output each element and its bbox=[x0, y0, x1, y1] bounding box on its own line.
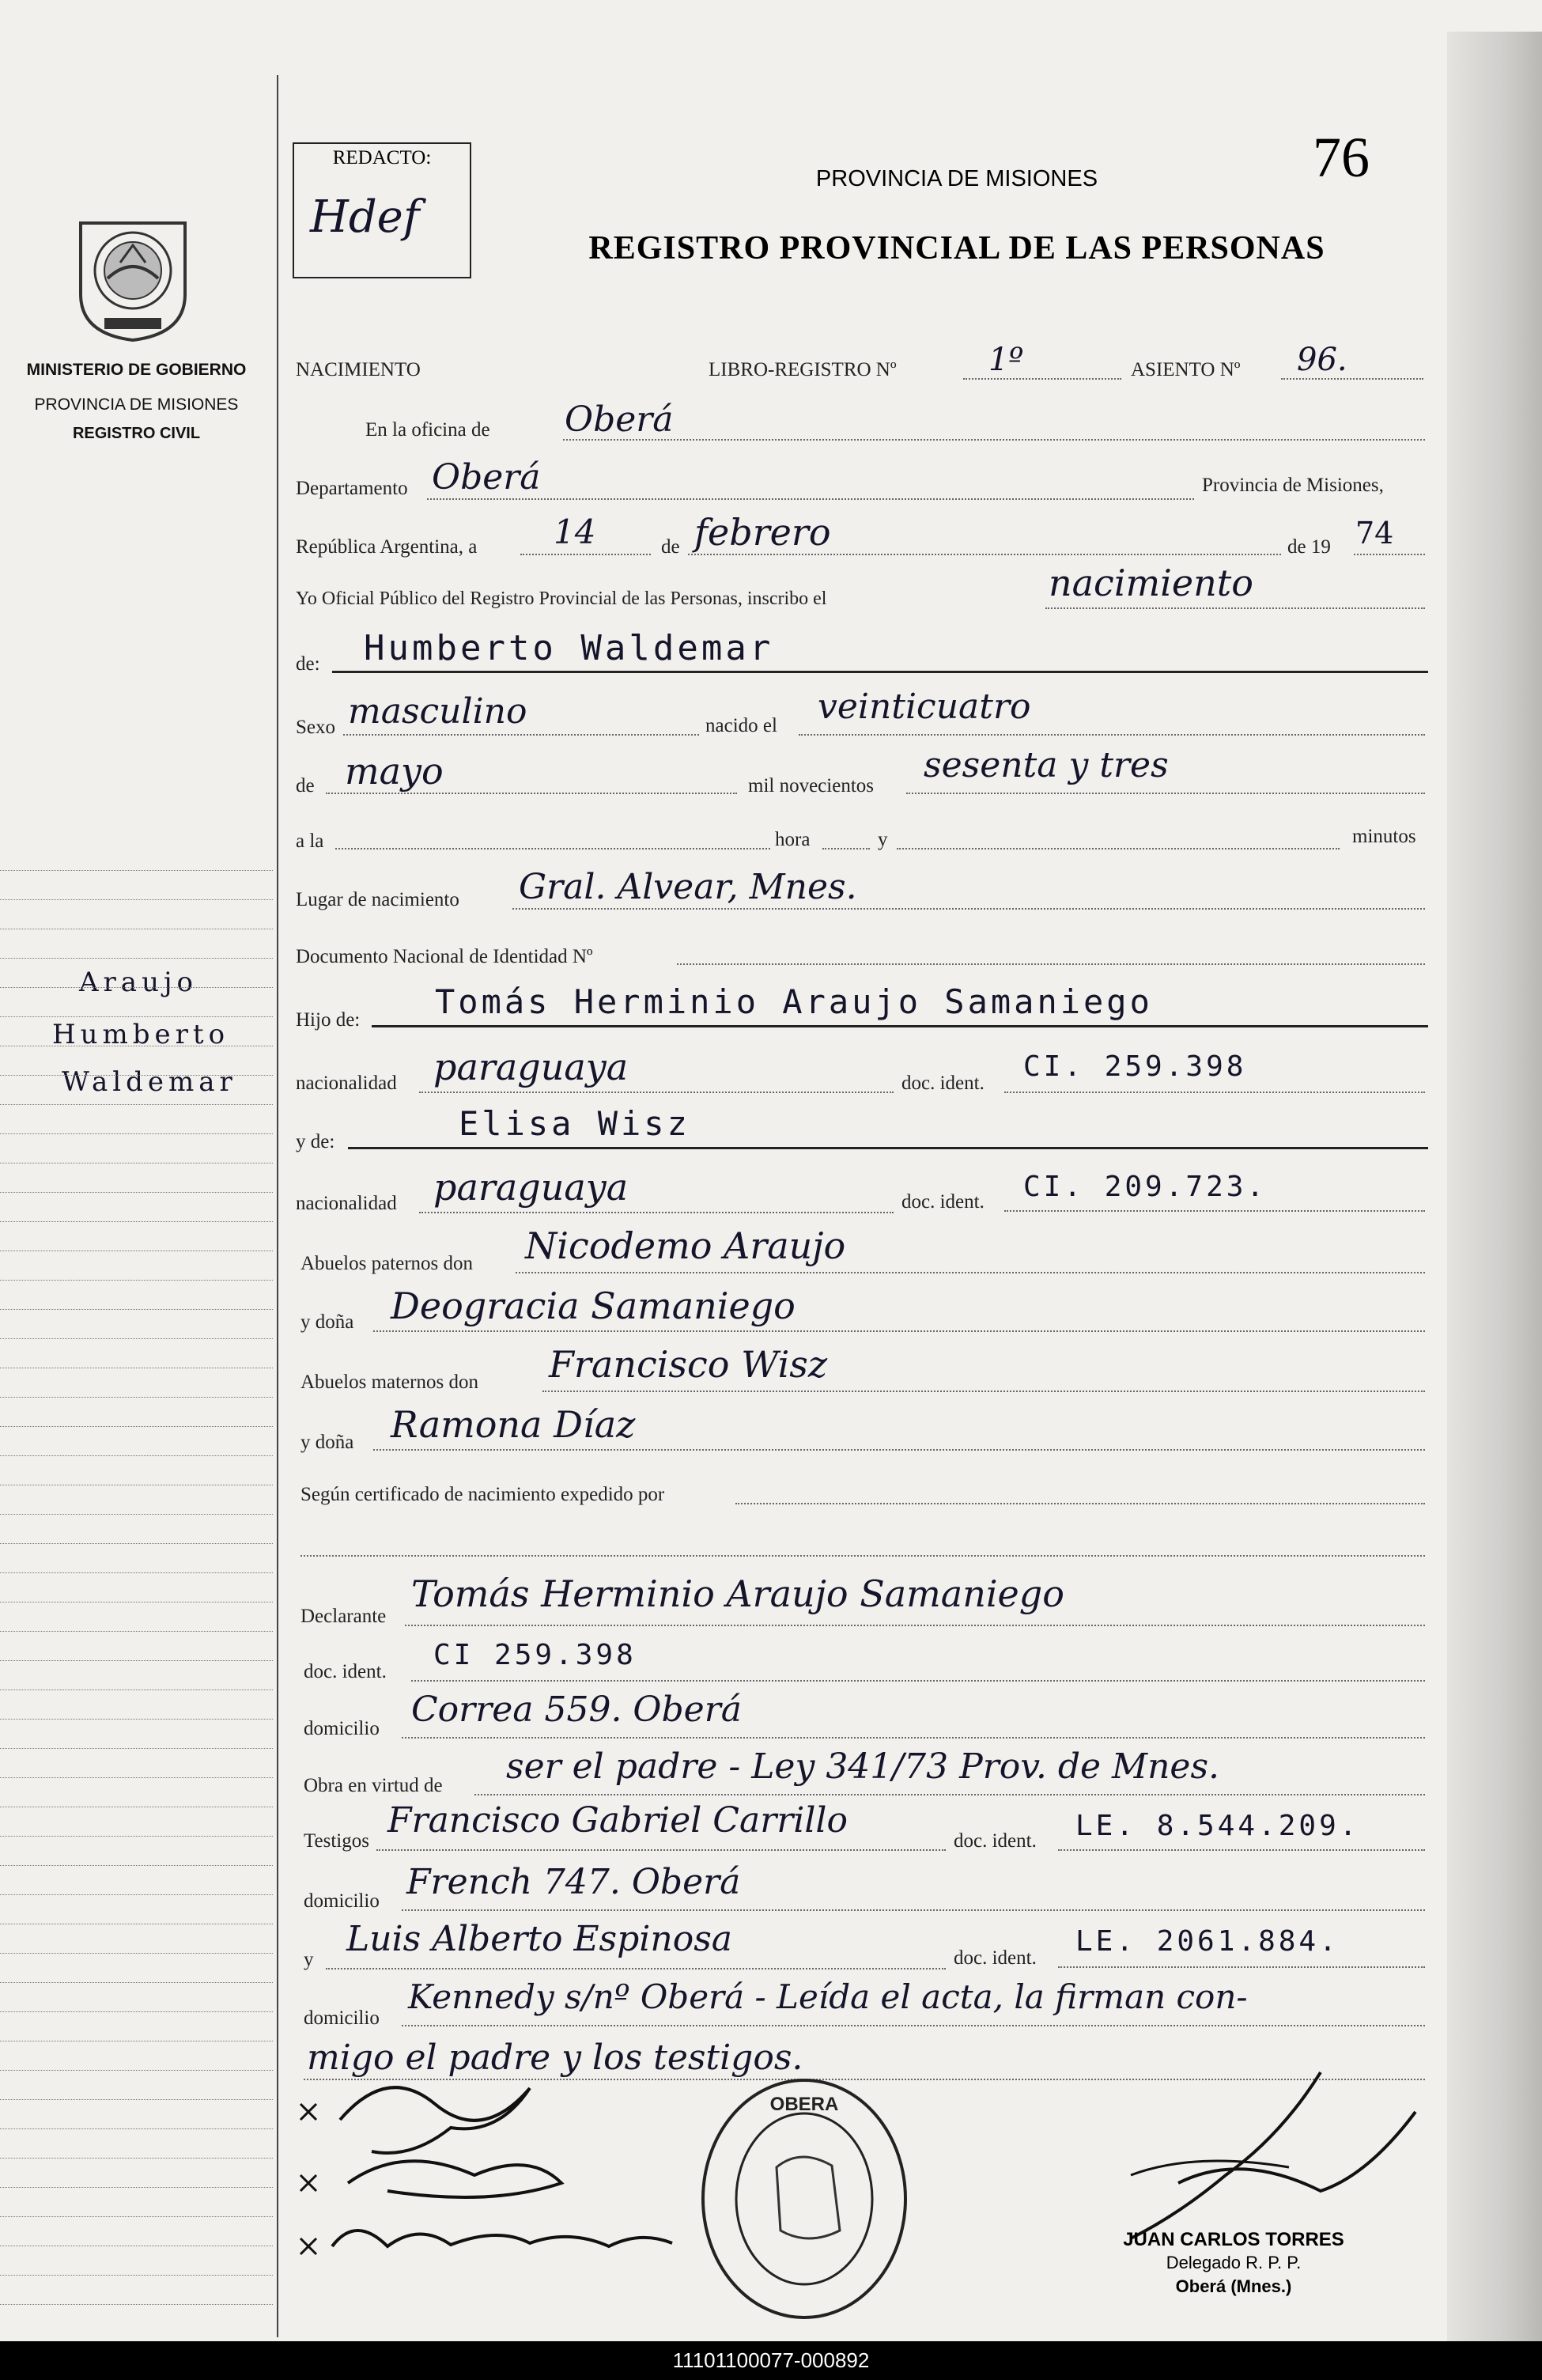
oficina-value: Oberá bbox=[565, 399, 674, 440]
redacto-label: REDACTO: bbox=[332, 147, 432, 168]
nacido-value: veinticuatro bbox=[818, 687, 1031, 727]
father-doc-line bbox=[1004, 1092, 1425, 1093]
margin-rule bbox=[0, 2187, 273, 2188]
asiento-line bbox=[1281, 378, 1423, 380]
mother-nationality-line bbox=[419, 1212, 894, 1213]
margin-rule bbox=[0, 899, 273, 900]
margin-rule bbox=[0, 1455, 273, 1456]
year-value: 74 bbox=[1355, 516, 1394, 551]
margin-rule bbox=[0, 1631, 273, 1632]
abuelos-paternos-label: Abuelos paternos don bbox=[300, 1253, 474, 1274]
abuela-p-line bbox=[373, 1330, 1425, 1332]
father-nationality-value: paraguaya bbox=[433, 1046, 629, 1088]
yde-label: y de: bbox=[296, 1131, 335, 1152]
registered-name: Humberto Waldemar bbox=[364, 628, 774, 668]
abuela-paterna-value: Deogracia Samaniego bbox=[391, 1285, 796, 1327]
sexo-value: masculino bbox=[348, 691, 527, 732]
redacto-initials: Hdef bbox=[310, 191, 420, 243]
testigo2-doc-label: doc. ident. bbox=[954, 1947, 1037, 1969]
record-type-label: NACIMIENTO bbox=[296, 359, 421, 380]
testigo1-line bbox=[376, 1849, 946, 1851]
month-value: febrero bbox=[694, 511, 831, 554]
margin-rule bbox=[0, 958, 273, 959]
libro-value: 1º bbox=[988, 342, 1024, 378]
decl-dom-label: domicilio bbox=[304, 1718, 380, 1739]
redacto-box bbox=[293, 142, 471, 278]
registry-stamp bbox=[697, 2072, 911, 2325]
testigo2-line bbox=[326, 1968, 946, 1969]
segun-label: Según certificado de nacimiento expedido por bbox=[300, 1484, 665, 1505]
margin-rule bbox=[0, 2128, 273, 2129]
mil-label: mil novecientos bbox=[748, 775, 874, 796]
decl-dom-line bbox=[402, 1737, 1425, 1739]
declarante-line bbox=[405, 1625, 1425, 1626]
segun-line-2 bbox=[300, 1555, 1425, 1557]
mother-doc-line bbox=[1004, 1210, 1425, 1212]
abuelo-paterno-value: Nicodemo Araujo bbox=[525, 1224, 846, 1267]
libro-line bbox=[963, 378, 1121, 380]
margin-rule bbox=[0, 1660, 273, 1661]
testigo1-doc-line bbox=[1058, 1849, 1425, 1851]
official-place: Oberá (Mnes.) bbox=[1175, 2276, 1292, 2296]
margin-rule bbox=[0, 1748, 273, 1749]
testigo1-dom-line bbox=[402, 1909, 1425, 1911]
testigo2-value: Luis Alberto Espinosa bbox=[346, 1919, 733, 1959]
y-label: y bbox=[878, 829, 888, 850]
segun-line bbox=[735, 1503, 1425, 1504]
mother-doc-value: CI. 209.723. bbox=[1023, 1171, 1268, 1203]
oficial-value: nacimiento bbox=[1049, 562, 1253, 604]
registro-civil-label: REGISTRO CIVIL bbox=[72, 425, 201, 442]
year-line bbox=[1354, 554, 1425, 555]
witness-signatures bbox=[293, 2056, 735, 2262]
abuelos-maternos-label: Abuelos maternos don bbox=[300, 1372, 478, 1393]
name-line bbox=[332, 671, 1428, 673]
testigo2-doc-value: LE. 2061.884. bbox=[1075, 1925, 1340, 1958]
nacido-label: nacido el bbox=[705, 715, 777, 736]
margin-rule bbox=[0, 1192, 273, 1193]
footer-code: 11101100077-000892 bbox=[0, 2341, 1542, 2380]
margin-rule bbox=[0, 1426, 273, 1427]
nacido-line bbox=[799, 734, 1425, 736]
republica-label: República Argentina, a bbox=[296, 536, 478, 558]
margin-rule bbox=[0, 987, 273, 988]
margin-rule bbox=[0, 1075, 273, 1076]
margin-first-name: Humberto bbox=[52, 1019, 230, 1050]
registry-title: REGISTRO PROVINCIAL DE LAS PERSONAS bbox=[588, 230, 1325, 267]
margin-rule bbox=[0, 1133, 273, 1134]
father-doc-label: doc. ident. bbox=[901, 1073, 985, 1094]
mother-line bbox=[348, 1147, 1428, 1149]
stamp-city-text: OBERA bbox=[769, 2094, 839, 2115]
page-number: 76 bbox=[1313, 126, 1370, 189]
margin-second-name: Waldemar bbox=[62, 1066, 237, 1098]
lugar-line bbox=[512, 908, 1425, 910]
testigo1-doc-value: LE. 8.544.209. bbox=[1075, 1810, 1360, 1842]
margin-rule bbox=[0, 870, 273, 871]
minutos-line bbox=[897, 848, 1340, 849]
margin-rule bbox=[0, 1543, 273, 1544]
mother-nationality-label: nacionalidad bbox=[296, 1193, 397, 1214]
dni-line bbox=[677, 963, 1425, 965]
dni-label: Documento Nacional de Identidad Nº bbox=[296, 946, 593, 967]
y2-label: y bbox=[304, 1949, 314, 1970]
testigo1-dom-value: French 747. Oberá bbox=[406, 1862, 741, 1902]
testigo1-dom-label: domicilio bbox=[304, 1890, 380, 1912]
province-title: PROVINCIA DE MISIONES bbox=[815, 166, 1098, 191]
mil-line bbox=[906, 793, 1425, 794]
father-nationality-line bbox=[419, 1092, 894, 1093]
margin-rule bbox=[0, 1719, 273, 1720]
provincia-label: Provincia de Misiones, bbox=[1202, 475, 1384, 496]
father-name: Tomás Herminio Araujo Samaniego bbox=[435, 982, 1153, 1021]
declarante-value: Tomás Herminio Araujo Samaniego bbox=[411, 1572, 1064, 1615]
year-label: de 19 bbox=[1287, 536, 1331, 558]
ydona-m-label: y doña bbox=[300, 1432, 354, 1453]
margin-rule bbox=[0, 1982, 273, 1983]
margin-rule bbox=[0, 1572, 273, 1573]
de-label: de bbox=[661, 536, 680, 558]
official-name: JUAN CARLOS TORRES bbox=[1123, 2229, 1344, 2250]
testigo1-value: Francisco Gabriel Carrillo bbox=[387, 1800, 848, 1841]
margin-divider bbox=[277, 75, 278, 2337]
abuelo-m-line bbox=[542, 1391, 1425, 1392]
margin-rule bbox=[0, 1894, 273, 1895]
mother-nationality-value: paraguaya bbox=[433, 1166, 629, 1209]
margin-rule bbox=[0, 1338, 273, 1339]
day-value: 14 bbox=[554, 513, 596, 551]
de-person-label: de: bbox=[296, 653, 320, 675]
oficina-line bbox=[563, 439, 1425, 441]
margin-rule bbox=[0, 1865, 273, 1866]
declarante-label: Declarante bbox=[300, 1606, 387, 1627]
father-line bbox=[372, 1025, 1428, 1027]
margin-rule bbox=[0, 1397, 273, 1398]
margin-rule bbox=[0, 1221, 273, 1222]
margin-rule bbox=[0, 2304, 273, 2305]
left-province-label: PROVINCIA DE MISIONES bbox=[34, 395, 239, 414]
margin-rule bbox=[0, 1953, 273, 1954]
sexo-line bbox=[343, 734, 699, 736]
lugar-label: Lugar de nacimiento bbox=[296, 889, 459, 910]
decl-doc-line bbox=[411, 1680, 1425, 1682]
obra-line bbox=[474, 1794, 1425, 1795]
ydona-p-label: y doña bbox=[300, 1311, 354, 1333]
hijo-label: Hijo de: bbox=[296, 1009, 361, 1031]
testigo2-dom-label: domicilio bbox=[304, 2007, 380, 2029]
margin-rule bbox=[0, 2275, 273, 2276]
margin-rule bbox=[0, 2011, 273, 2012]
abuelo-p-line bbox=[516, 1272, 1425, 1273]
decl-doc-label: doc. ident. bbox=[304, 1661, 387, 1682]
departamento-line bbox=[427, 498, 1194, 500]
departamento-label: Departamento bbox=[296, 478, 408, 499]
province-seal-logo bbox=[73, 207, 193, 342]
hora-tail bbox=[822, 848, 870, 849]
margin-rule bbox=[0, 1016, 273, 1017]
day-line bbox=[520, 554, 651, 555]
testigo2-doc-line bbox=[1058, 1966, 1425, 1968]
margin-rule bbox=[0, 1836, 273, 1837]
departamento-value: Oberá bbox=[432, 457, 541, 498]
oficina-label: En la oficina de bbox=[365, 419, 490, 441]
official-signature bbox=[1083, 2056, 1431, 2254]
testigos-label: Testigos bbox=[304, 1830, 369, 1852]
minutos-label: minutos bbox=[1352, 826, 1416, 847]
official-title: Delegado R. P. P. bbox=[1166, 2253, 1302, 2272]
decl-doc-value: CI 259.398 bbox=[433, 1639, 637, 1671]
birth-month-line bbox=[326, 793, 737, 794]
margin-rule bbox=[0, 1777, 273, 1778]
ala-label: a la bbox=[296, 831, 324, 852]
abuela-m-line bbox=[373, 1449, 1425, 1451]
mother-name: Elisa Wisz bbox=[459, 1104, 690, 1143]
obra-value: ser el padre - Ley 341/73 Prov. de Mnes. bbox=[506, 1746, 1220, 1787]
sexo-label: Sexo bbox=[296, 717, 335, 738]
libro-label: LIBRO-REGISTRO Nº bbox=[709, 359, 897, 380]
hora-label: hora bbox=[775, 829, 811, 850]
margin-rule bbox=[0, 1689, 273, 1690]
obra-label: Obra en virtud de bbox=[304, 1775, 443, 1796]
oficial-line bbox=[1045, 607, 1425, 609]
margin-rule bbox=[0, 1309, 273, 1310]
margin-surname: Araujo bbox=[79, 967, 198, 998]
margin-rule bbox=[0, 1280, 273, 1281]
hora-line bbox=[335, 848, 770, 849]
page-binding-shadow bbox=[1447, 32, 1542, 2341]
testigo1-doc-label: doc. ident. bbox=[954, 1830, 1037, 1852]
asiento-label: ASIENTO Nº bbox=[1131, 359, 1241, 380]
decl-dom-value: Correa 559. Oberá bbox=[411, 1689, 742, 1730]
margin-rule bbox=[0, 2099, 273, 2100]
margin-rule bbox=[0, 2158, 273, 2159]
lugar-value: Gral. Alvear, Mnes. bbox=[519, 867, 857, 907]
testigo2-dom-value: Kennedy s/nº Oberá - Leída el acta, la firman con- bbox=[408, 1977, 1248, 2016]
margin-rule bbox=[0, 1104, 273, 1105]
abuelo-materno-value: Francisco Wisz bbox=[549, 1343, 828, 1386]
mil-value: sesenta y tres bbox=[924, 745, 1169, 785]
de2-label: de bbox=[296, 775, 315, 796]
testigo2-dom-line bbox=[402, 2025, 1425, 2026]
mother-doc-label: doc. ident. bbox=[901, 1191, 985, 1213]
margin-rule bbox=[0, 1163, 273, 1164]
ministry-label: MINISTERIO DE GOBIERNO bbox=[26, 361, 247, 379]
asiento-value: 96. bbox=[1297, 342, 1347, 378]
father-nationality-label: nacionalidad bbox=[296, 1073, 397, 1094]
oficial-label: Yo Oficial Público del Registro Provincial de las Personas, inscribo el bbox=[296, 588, 827, 609]
margin-rule bbox=[0, 1514, 273, 1515]
margin-rule bbox=[0, 2070, 273, 2071]
closing-value: migo el padre y los testigos. bbox=[307, 2038, 803, 2078]
father-doc-value: CI. 259.398 bbox=[1023, 1050, 1247, 1083]
birth-month-value: mayo bbox=[345, 750, 444, 793]
month-line bbox=[688, 554, 1281, 555]
abuela-materna-value: Ramona Díaz bbox=[391, 1403, 636, 1446]
margin-rule bbox=[0, 2216, 273, 2217]
